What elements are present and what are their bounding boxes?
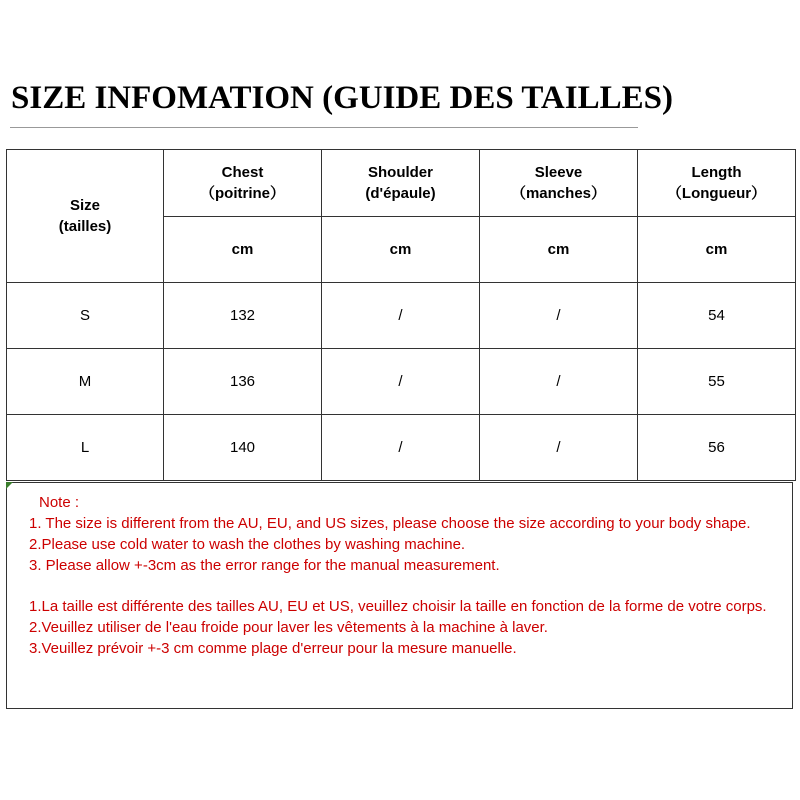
shoulder-cell: / (322, 415, 480, 481)
sleeve-header-en: Sleeve (534, 164, 583, 181)
size-cell: L (7, 415, 164, 481)
table-row (7, 415, 796, 481)
length-header-en: Length (691, 164, 742, 181)
length-unit: cm (638, 217, 796, 283)
sleeve-header (480, 150, 638, 217)
chest-cell: 140 (164, 415, 322, 481)
note-fr-1: 1.La taille est différente des tailles AU, EU et US, veuillez choisir la taille en fonction de la forme de votre corps. (29, 598, 767, 615)
corner-mark-icon (6, 482, 13, 489)
shoulder-cell: / (322, 349, 480, 415)
size-cell: M (7, 349, 164, 415)
length-header-fr: （Longueur） (666, 185, 767, 202)
note-en-2: 2.Please use cold water to wash the clothes by washing machine. (29, 536, 466, 553)
notes-box (6, 482, 793, 709)
table-row (7, 283, 796, 349)
sleeve-cell: / (480, 415, 638, 481)
size-table (6, 149, 796, 481)
size-header-cell (7, 150, 164, 283)
sleeve-unit: cm (480, 217, 638, 283)
chest-cell: 136 (164, 349, 322, 415)
sleeve-cell: / (480, 283, 638, 349)
chest-unit: cm (164, 217, 322, 283)
size-cell: S (7, 283, 164, 349)
chest-cell: 132 (164, 283, 322, 349)
title-underline (10, 127, 638, 128)
shoulder-header-en: Shoulder (367, 164, 433, 181)
notes-spacer (29, 576, 786, 596)
size-header-en: Size (69, 197, 100, 214)
chest-header (164, 150, 322, 217)
shoulder-header-fr: (d'épaule) (365, 185, 436, 202)
length-cell: 55 (638, 349, 796, 415)
chest-header-en: Chest (221, 164, 264, 181)
length-cell: 56 (638, 415, 796, 481)
note-en-3: 3. Please allow +-3cm as the error range for the manual measurement. (29, 557, 500, 574)
sleeve-cell: / (480, 349, 638, 415)
shoulder-unit: cm (322, 217, 480, 283)
chest-header-fr: （poitrine） (200, 185, 285, 202)
shoulder-header (322, 150, 480, 217)
table-row (7, 349, 796, 415)
length-cell: 54 (638, 283, 796, 349)
note-fr-3: 3.Veuillez prévoir +-3 cm comme plage d'erreur pour la mesure manuelle. (29, 640, 517, 657)
table-header-row (7, 150, 796, 217)
note-fr-2: 2.Veuillez utiliser de l'eau froide pour laver les vêtements à la machine à laver. (29, 619, 548, 636)
note-en-1: 1. The size is different from the AU, EU, and US sizes, please choose the size according to your body shape. (29, 515, 751, 532)
shoulder-cell: / (322, 283, 480, 349)
page-title: SIZE INFOMATION (GUIDE DES TAILLES) (11, 80, 673, 116)
size-header-fr: (tailles) (58, 218, 112, 235)
sleeve-header-fr: （manches） (510, 185, 607, 202)
length-header (638, 150, 796, 217)
note-label: Note : (39, 494, 80, 511)
